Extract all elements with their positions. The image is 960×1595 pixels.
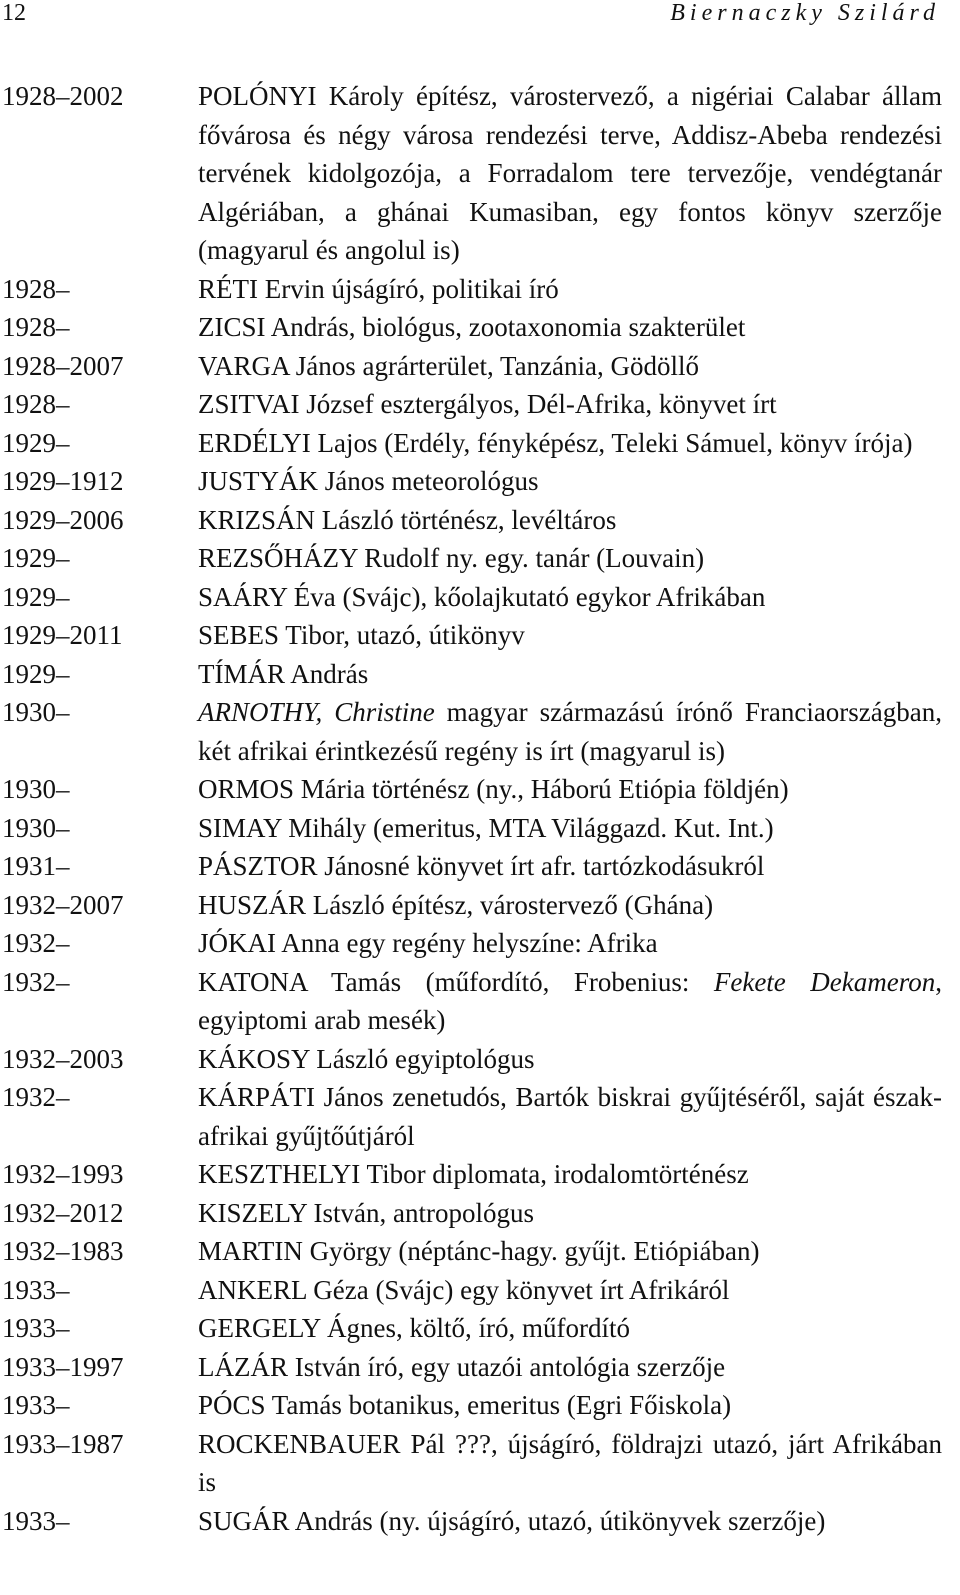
entry-description: TÍMÁR András [198,658,369,689]
entry-description: HUSZÁR László építész, várostervező (Ghána) [198,889,714,920]
entry [0,693,960,770]
entry-description: KESZTHELYI Tibor diplomata, irodalomtörténész [198,1159,749,1189]
entry-description: PÁSZTOR Jánosné könyvet írt afr. tartózkodásukról [198,851,765,881]
entry-years: 1930– [2,697,70,727]
entry [0,1271,960,1310]
entry-description: KISZELY István, antropológus [198,1197,534,1228]
entry [0,847,960,886]
entry-description: LÁZÁR István író, egy utazói antológia szerzője [198,1351,726,1382]
entry-description-italic: ARNOTHY, Christine [198,697,435,727]
entry-years: 1928–2002 [2,81,124,111]
entry-description: SIMAY Mihály (emeritus, MTA Világgazd. Kut. Int.) [198,812,774,843]
entry-years: 1932–1983 [2,1236,124,1266]
entry [0,886,960,925]
entry [0,1502,960,1541]
entry [0,1040,960,1079]
entry-description: ANKERL Géza (Svájc) egy könyvet írt Afrikáról [198,1274,730,1305]
entry [0,1078,960,1155]
entry [0,385,960,424]
page-header [0,0,960,40]
entry-description: ROCKENBAUER Pál ???, újságíró, földrajzi utazó, járt Afrikában is [198,1428,942,1497]
entry-description: SEBES Tibor, utazó, útikönyv [198,620,525,650]
entry-years: 1929– [2,427,70,458]
entry-description-italic: Fekete Dekameron [713,966,936,997]
entry-description: JUSTYÁK János meteorológus [198,466,539,496]
entry [0,347,960,386]
entry [0,963,960,1040]
entry-years: 1932–1993 [2,1159,124,1189]
entry [0,539,960,578]
entry-years: 1932– [2,966,70,997]
entry [0,809,960,848]
entry [0,770,960,809]
entry-description: VARGA János agrárterület, Tanzánia, Gödöllő [198,350,700,381]
entry-years: 1932–2012 [2,1197,124,1228]
entry-years: 1929– [2,543,70,573]
entry-years: 1930– [2,812,70,843]
entry [0,308,960,347]
entry-years: 1932–2003 [2,1043,124,1074]
entry [0,578,960,617]
entry-years: 1929– [2,658,70,689]
page-number: 12 [2,0,26,26]
entry [0,1155,960,1194]
entry [0,1194,960,1233]
entry [0,655,960,694]
entry-years: 1933– [2,1505,70,1536]
entry [0,1232,960,1271]
entry-list [0,77,960,1540]
entry-description: POLÓNYI Károly építész, várostervező, a nigériai Calabar állam fővárosa és négy városa rendezési terve, Addisz-Abeba rendezési tervének kidolgozója, a Forradalom tere tervezője, vendégtanár Algériában, a ghánai Kumasiban, egy fontos könyv szerzője (magyarul és angolul is) [198,81,942,265]
entry-description: SUGÁR András (ny. újságíró, utazó, útikönyvek szerzője) [198,1505,826,1536]
entry-years: 1933–1987 [2,1428,124,1459]
entry-description: JÓKAI Anna egy regény helyszíne: Afrika [198,928,658,958]
entry-years: 1928– [2,273,70,304]
entry [0,1309,960,1348]
entry [0,462,960,501]
entry-description: RÉTI Ervin újságíró, politikai író [198,273,559,304]
entry-years: 1933– [2,1390,70,1420]
entry-description: magyar származású írónő Franciaországban, két afrikai érintkezésű regény is írt (magyarul is) [198,697,943,766]
entry [0,1425,960,1502]
entry-years: 1932–2007 [2,889,124,920]
entry-description: MARTIN György (néptánc-hagy. gyűjt. Etiópiában) [198,1236,760,1266]
entry [0,270,960,309]
entry [0,616,960,655]
entry-years: 1933–1997 [2,1351,124,1382]
entry [0,501,960,540]
entry [0,1386,960,1425]
entry-description: KRIZSÁN László történész, levéltáros [198,504,617,535]
entry [0,77,960,270]
entry-description: REZSŐHÁZY Rudolf ny. egy. tanár (Louvain) [198,543,705,573]
entry-description: KATONA Tamás (műfordító, Frobenius: [198,966,714,997]
entry-description: KÁKOSY László egyiptológus [198,1043,535,1074]
entry-description: ZSITVAI József esztergályos, Dél-Afrika, könyvet írt [198,389,777,419]
entry [0,424,960,463]
entry-description-end: , egyiptomi arab mesék) [198,966,942,1035]
entry-years: 1932– [2,928,70,958]
entry-years: 1929–2011 [2,620,123,650]
entry-years: 1932– [2,1082,70,1112]
entry-years: 1928– [2,389,70,419]
entry-years: 1933– [2,1313,70,1343]
entry-years: 1931– [2,851,70,881]
entry-description: SAÁRY Éva (Svájc), kőolajkutató egykor Afrikában [198,581,766,612]
entry-years: 1928– [2,312,70,342]
entry-description: ERDÉLYI Lajos (Erdély, fényképész, Teleki Sámuel, könyv írója) [198,427,913,458]
entry-years: 1930– [2,774,70,804]
entry-years: 1929–2006 [2,504,124,535]
entry-years: 1928–2007 [2,350,124,381]
entry-description: PÓCS Tamás botanikus, emeritus (Egri Főiskola) [198,1390,732,1420]
entry-description: ZICSI András, biológus, zootaxonomia szakterület [198,312,746,342]
entry-description: KÁRPÁTI János zenetudós, Bartók biskrai gyűjtéséről, saját észak-afrikai gyűjtőútjáról [198,1082,942,1151]
entry-description: GERGELY Ágnes, költő, író, műfordító [198,1313,630,1343]
entry-years: 1929–1912 [2,466,124,496]
entry [0,1348,960,1387]
entry-years: 1933– [2,1274,70,1305]
entry-description: ORMOS Mária történész (ny., Háború Etiópia földjén) [198,774,789,804]
entry [0,924,960,963]
running-title: Biernaczky Szilárd [670,0,940,26]
entry-years: 1929– [2,581,70,612]
